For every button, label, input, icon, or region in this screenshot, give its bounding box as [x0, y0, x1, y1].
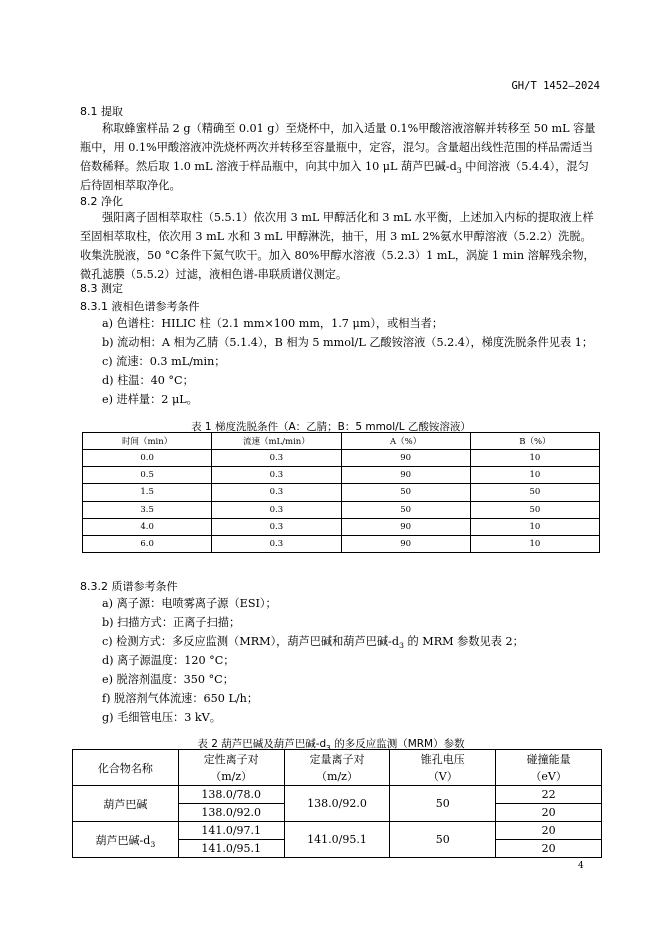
header-line: 定量离子对: [309, 752, 365, 766]
table-cell: 10: [470, 518, 599, 535]
table-row: [83, 467, 600, 484]
table-cell: 50: [390, 822, 496, 858]
section-8-1-heading: 8.1 提取: [80, 105, 123, 118]
table-1-header-row: [83, 433, 600, 450]
table-2-header-cell: 化合物名称: [73, 750, 179, 786]
header-line: （V）: [427, 769, 458, 783]
table-1: [82, 432, 600, 553]
table-row: [83, 535, 600, 552]
ms-condition-text-tail: 的 MRM 参数见表 2；: [403, 635, 524, 648]
lc-condition-item: e) 进样量：2 μL。: [102, 393, 198, 406]
table-cell: 1.5: [83, 484, 212, 501]
header-line: 锥孔电压: [420, 752, 465, 766]
section-8-3-1-heading: 8.3.1 液相色谱参考条件: [80, 300, 200, 313]
header-line: 定性离子对: [203, 752, 259, 766]
table-2-header-cell: [178, 750, 284, 786]
header-line: （eV）: [530, 769, 567, 783]
table-2-caption-tail: 的多反应监测（MRM）参数: [330, 738, 465, 750]
table-row: [83, 450, 600, 467]
table-1-header-cell: 时间（min）: [83, 433, 212, 450]
table-cell: 6.0: [83, 535, 212, 552]
table-cell: 50: [341, 484, 470, 501]
table-cell: 4.0: [83, 518, 212, 535]
compound-text: 葫芦巴碱-d: [95, 833, 151, 847]
table-cell: 22: [496, 786, 602, 804]
table-2-caption-sub: 3: [326, 743, 331, 753]
compound-sub: 3: [150, 839, 156, 849]
table-2: [72, 749, 602, 858]
table-2-header-cell: [284, 750, 390, 786]
table-cell: 90: [341, 467, 470, 484]
ms-condition-item: b) 扫描方式：正离子扫描；: [102, 616, 241, 629]
document-code: GH/T 1452—2024: [511, 80, 600, 92]
table-1-caption: 表 1 梯度洗脱条件（A：乙腈；B：5 mmol/L 乙酸铵溶液）: [191, 421, 471, 433]
table-cell: 90: [341, 535, 470, 552]
lc-condition-item: b) 流动相：A 相为乙腈（5.1.4），B 相为 5 mmol/L 乙酸铵溶液（5.2.4），梯度洗脱条件见表 1；: [102, 336, 594, 349]
lc-condition-item: c) 流速：0.3 mL/min；: [102, 355, 226, 368]
compound-cell: 葫芦巴碱: [73, 786, 179, 822]
table-row: [83, 484, 600, 501]
table-1-header-cell: 流速（mL/min）: [212, 433, 341, 450]
table-cell: 0.3: [212, 467, 341, 484]
table-cell: 3.5: [83, 501, 212, 518]
table-row: [83, 501, 600, 518]
ms-condition-item: [102, 633, 524, 649]
table-cell: 141.0/95.1: [284, 822, 390, 858]
table-row: [83, 518, 600, 535]
section-8-3-2-heading: 8.3.2 质谱参考条件: [80, 580, 178, 593]
section-8-1-paragraph: [80, 119, 600, 195]
table-cell: 138.0/92.0: [178, 804, 284, 822]
table-cell: 141.0/95.1: [178, 840, 284, 858]
header-line: （m/z）: [316, 769, 358, 783]
table-cell: 0.3: [212, 501, 341, 518]
table-row: [73, 786, 602, 804]
table-cell: 0.0: [83, 450, 212, 467]
table-1-header-cell: B（%）: [470, 433, 599, 450]
table-cell: 20: [496, 822, 602, 840]
page-number: 4: [578, 861, 584, 871]
table-cell: 0.3: [212, 535, 341, 552]
header-line: 碰撞能量: [526, 752, 571, 766]
section-8-2-paragraph: 强阳离子固相萃取柱（5.5.1）依次用 3 mL 甲醇活化和 3 mL 水平衡，上述加入内标的提取液上样至固相萃取柱，依次用 3 mL 水和 3 mL 甲醇淋洗，抽干，用 3 mL 2%氨水甲醇溶液（5.2.2）洗脱。收集洗脱液，50 °C条件下氮气吹干。加入 80%甲醇水溶液（5.2.3）1 mL，涡旋 1 min 溶解残余物，微孔滤膜（5.5.2）过滤，液相色谱-串联质谱仪测定。: [80, 211, 595, 281]
ms-condition-sub: 3: [399, 641, 404, 651]
table-cell: 138.0/92.0: [284, 786, 390, 822]
table-cell: 0.3: [212, 450, 341, 467]
table-cell: 138.0/78.0: [178, 786, 284, 804]
table-2-header-row: [73, 750, 602, 786]
section-8-3-heading: 8.3 测定: [80, 282, 123, 295]
table-cell: 50: [390, 786, 496, 822]
table-cell: 20: [496, 840, 602, 858]
compound-cell: [73, 822, 179, 858]
table-2-header-cell: [496, 750, 602, 786]
table-cell: 50: [470, 484, 599, 501]
ms-condition-text: c) 检测方式：多反应监测（MRM），葫芦巴碱和葫芦巴碱-d: [102, 635, 399, 648]
ms-condition-item: f) 脱溶剂气体流速：650 L/h；: [102, 692, 259, 705]
ms-condition-item: e) 脱溶剂温度：350 °C；: [102, 673, 234, 686]
table-cell: 10: [470, 450, 599, 467]
lc-condition-item: d) 柱温：40 °C；: [102, 374, 194, 387]
table-cell: 50: [341, 501, 470, 518]
table-cell: 10: [470, 535, 599, 552]
ms-condition-item: g) 毛细管电压：3 kV。: [102, 711, 221, 724]
section-8-1-text: 称取蜂蜜样品 2 g（精确至 0.01 g）至烧杯中，加入适量 0.1%甲酸溶液溶解并转移至 50 mL 容量瓶中，用 0.1%甲酸溶液冲洗烧杯两次并转移至容量瓶中，定容，混匀。含量超出线性范围的样品需适当倍数稀释。然后取 1.0 mL 溶液于样品瓶中，向其中加入 10 μL 葫芦巴碱-d: [80, 122, 596, 173]
table-cell: 90: [341, 450, 470, 467]
table-cell: 10: [470, 467, 599, 484]
table-cell: 0.5: [83, 467, 212, 484]
section-8-1-text-tail: 中间溶液（5.4.4），混匀后待固相萃取净化。: [80, 160, 589, 192]
table-cell: 0.3: [212, 518, 341, 535]
table-cell: 20: [496, 804, 602, 822]
lc-condition-item: a) 色谱柱：HILIC 柱（2.1 mm×100 mm，1.7 μm），或相当者；: [102, 317, 444, 330]
ms-condition-item: d) 离子源温度：120 °C；: [102, 654, 235, 667]
table-2-caption-text: 表 2 葫芦巴碱及葫芦巴碱-d: [197, 738, 327, 750]
table-row: [73, 822, 602, 840]
table-cell: 50: [470, 501, 599, 518]
table-cell: 141.0/97.1: [178, 822, 284, 840]
table-2-header-cell: [390, 750, 496, 786]
section-8-2-heading: 8.2 净化: [80, 195, 123, 208]
section-8-1-sub: 3: [456, 166, 462, 176]
table-cell: 0.3: [212, 484, 341, 501]
table-cell: 90: [341, 518, 470, 535]
header-line: （m/z）: [210, 769, 253, 783]
table-1-header-cell: A（%）: [341, 433, 470, 450]
ms-condition-item: a) 离子源：电喷雾离子源（ESI）；: [102, 597, 277, 610]
